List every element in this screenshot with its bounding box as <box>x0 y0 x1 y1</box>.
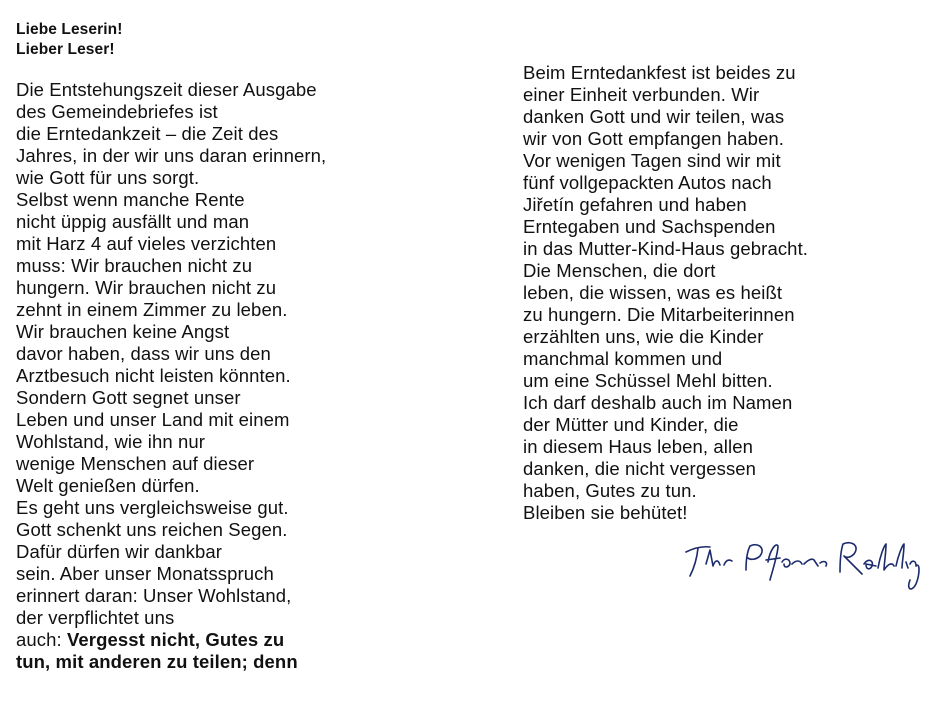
text-line: Jahres, in der wir uns daran erinnern, <box>16 145 327 166</box>
text-line: Ich darf deshalb auch im Namen <box>523 392 793 413</box>
text-line: in diesem Haus leben, allen <box>523 436 753 457</box>
text-line: leben, die wissen, was es heißt <box>523 282 783 303</box>
text-line: Wohlstand, wie ihn nur <box>16 431 206 452</box>
monthly-verse-part-1: Vergesst nicht, Gutes zu <box>67 629 285 650</box>
right-body-text <box>523 62 923 524</box>
text-line: danken Gott und wir teilen, was <box>523 106 785 127</box>
text-line: der Mütter und Kinder, die <box>523 414 739 435</box>
right-column <box>523 0 923 524</box>
text-line: haben, Gutes zu tun. <box>523 480 697 501</box>
text-line-emphasis <box>16 629 486 651</box>
text-line: Gott schenkt uns reichen Segen. <box>16 519 288 540</box>
text-line: Es geht uns vergleichsweise gut. <box>16 497 289 518</box>
text-line: Erntegaben und Sachspenden <box>523 216 776 237</box>
text-line: hungern. Wir brauchen nicht zu <box>16 277 277 298</box>
text-line: muss: Wir brauchen nicht zu <box>16 255 253 276</box>
text-line: in das Mutter-Kind-Haus gebracht. <box>523 238 809 259</box>
text-line: manchmal kommen und <box>523 348 723 369</box>
monthly-verse-part-2: tun, mit anderen zu teilen; denn <box>16 651 298 672</box>
text-line: Arztbesuch nicht leisten könnten. <box>16 365 291 386</box>
text-line: sein. Aber unser Monatsspruch <box>16 563 274 584</box>
text-line: einer Einheit verbunden. Wir <box>523 84 760 105</box>
left-body-text <box>16 79 486 673</box>
text-line: Beim Erntedankfest ist beides zu <box>523 62 796 83</box>
text-line: Die Menschen, die dort <box>523 260 716 281</box>
text-line: Leben und unser Land mit einem <box>16 409 290 430</box>
text-line: Sondern Gott segnet unser <box>16 387 241 408</box>
text-line: erzählten uns, wie die Kinder <box>523 326 764 347</box>
text-line: danken, die nicht vergessen <box>523 458 757 479</box>
text-line: zehnt in einem Zimmer zu leben. <box>16 299 288 320</box>
text-line: um eine Schüssel Mehl bitten. <box>523 370 773 391</box>
text-line: Bleiben sie behütet! <box>523 502 688 523</box>
text-line: mit Harz 4 auf vieles verzichten <box>16 233 277 254</box>
text-line: Selbst wenn manche Rente <box>16 189 245 210</box>
text-line: erinnert daran: Unser Wohlstand, <box>16 585 292 606</box>
text-line: der verpflichtet uns <box>16 607 175 628</box>
text-line: wie Gott für uns sorgt. <box>16 167 200 188</box>
text-line: Die Entstehungszeit dieser Ausgabe <box>16 79 317 100</box>
text-line: die Erntedankzeit – die Zeit des <box>16 123 279 144</box>
text-line: davor haben, dass wir uns den <box>16 343 271 364</box>
text-line: wir von Gott empfangen haben. <box>523 128 785 149</box>
text-line: nicht üppig ausfällt und man <box>16 211 250 232</box>
handwritten-signature <box>680 532 925 602</box>
text-line: Dafür dürfen wir dankbar <box>16 541 222 562</box>
text-line: zu hungern. Die Mitarbeiterinnen <box>523 304 795 325</box>
text-line: Welt genießen dürfen. <box>16 475 200 496</box>
text-line: des Gemeindebriefes ist <box>16 101 218 122</box>
text-line: wenige Menschen auf dieser <box>16 453 255 474</box>
greeting-line-1: Liebe Leserin! <box>16 21 123 38</box>
text-line: Jiřetín gefahren und haben <box>523 194 747 215</box>
signature-strokes <box>680 532 925 602</box>
text-prefix: auch: <box>16 629 67 650</box>
text-line: Vor wenigen Tagen sind wir mit <box>523 150 781 171</box>
left-column <box>16 0 486 673</box>
greeting-line-2: Lieber Leser! <box>16 41 115 58</box>
text-line: fünf vollgepackten Autos nach <box>523 172 772 193</box>
text-line: Wir brauchen keine Angst <box>16 321 230 342</box>
